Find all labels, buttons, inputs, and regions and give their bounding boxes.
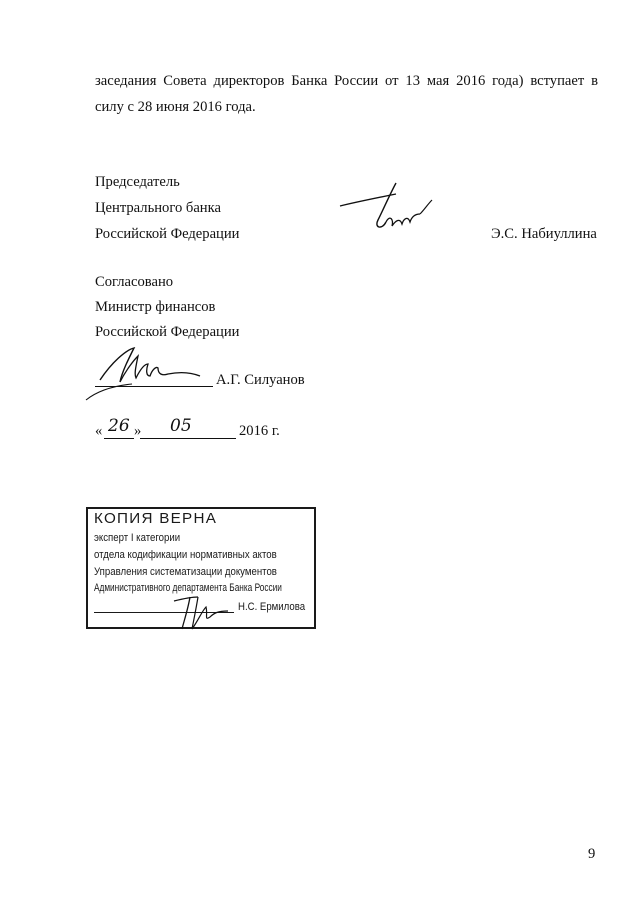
chairman-title-line-1: Председатель (95, 174, 180, 190)
date-open-quote: « (95, 423, 103, 439)
minister-signature (82, 342, 222, 404)
date-month: 05 (170, 416, 192, 436)
stamp-line-1: эксперт I категории (94, 532, 181, 544)
approval-line-1: Согласовано (95, 274, 174, 290)
stamp-signature (168, 587, 238, 633)
chairman-name: Э.С. Набиуллина (491, 226, 597, 242)
body-paragraph (95, 73, 598, 90)
approval-name: А.Г. Силуанов (216, 372, 305, 388)
stamp-name: Н.С. Ермилова (238, 601, 306, 613)
chairman-title-line-3: Российской Федерации (95, 226, 240, 242)
body-line-2: силу с 28 июня 2016 года. (95, 99, 256, 115)
approval-line-3: Российской Федерации (95, 324, 240, 340)
approval-line-2: Министр финансов (95, 299, 216, 315)
page-number: 9 (588, 846, 596, 862)
stamp-title: КОПИЯ ВЕРНА (94, 511, 218, 527)
chairman-signature (338, 180, 438, 240)
date-day-line (104, 438, 134, 439)
date-month-line (140, 438, 236, 439)
date-close-quote: » (134, 423, 142, 439)
body-line-1: заседания Совета директоров Банка России от 13 мая 2016 года) вступает в (95, 73, 598, 89)
date-day: 26 (108, 416, 130, 436)
date-year: 2016 г. (239, 423, 280, 439)
stamp-line-2: отдела кодификации нормативных актов (94, 549, 277, 561)
stamp-line-4: Административного департамента Банка России (94, 582, 282, 594)
copy-certified-stamp (86, 507, 316, 629)
chairman-title-line-2: Центрального банка (95, 200, 221, 216)
stamp-line-3: Управления систематизации документов (94, 566, 277, 578)
